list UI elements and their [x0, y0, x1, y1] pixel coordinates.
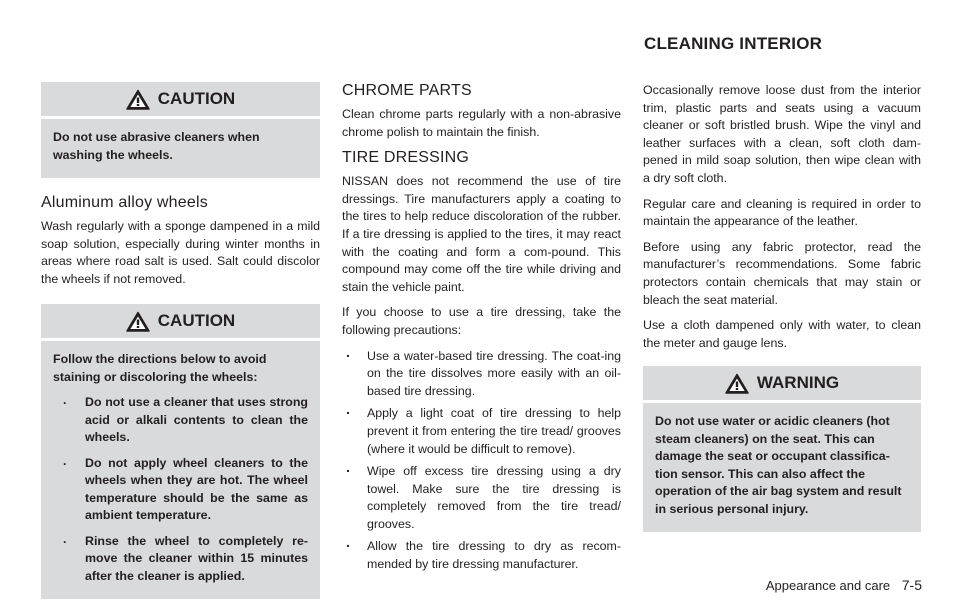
section-title: CLEANING INTERIOR [644, 34, 823, 53]
column-left [41, 82, 320, 615]
warning-triangle-icon [126, 311, 150, 332]
caution-list [53, 394, 308, 585]
warning-box [643, 366, 921, 532]
caution-list-item: . Do not apply wheel cleaners to the wheels when they are hot. The wheel temperature should be the same as ambient temperature. [53, 455, 308, 525]
caution-list-item: . Rinse the wheel to completely re-move the cleaner within 15 minutes after the cleaner is applied. [53, 533, 308, 586]
warning-header [643, 366, 921, 403]
column-right [643, 82, 921, 548]
aluminum-wheels-text: Wash regularly with a sponge dampened in a mild soap solution, especially during winter months in areas where road salt is used. Salt could discolor the wheels if not removed. [41, 219, 320, 286]
warning-text: Do not use water or acidic cleaners (hot steam cleaners) on the seat. This can damage the seat or occupant classifica-tion sensor. This can also affect the operation of the air bag system and result in serious personal injury. [655, 414, 902, 516]
caution-header [41, 82, 320, 119]
warning-triangle-icon [725, 373, 749, 394]
warning-triangle-icon [126, 89, 150, 110]
aluminum-wheels-heading: Aluminum alloy wheels [41, 194, 208, 211]
interior-paragraph-1: Occasionally remove loose dust from the interior trim, plastic parts and seats using a vacuum cleaner or soft bristled brush. Wipe the vinyl and leather surfaces with a clean, soft cloth dam-pened in mild soap solution, then wipe clean with a dry soft cloth. [643, 83, 921, 185]
list-item: . Apply a light coat of tire dressing to help prevent it from entering the tire tread/ grooves (where it would be difficult to remove). [342, 405, 621, 458]
chrome-parts-text: Clean chrome parts regularly with a non-abrasive chrome polish to maintain the finish. [342, 107, 621, 139]
list-item: . Wipe off excess tire dressing using a dry towel. Make sure the tire dressing is completely removed from the tire tread/ grooves. [342, 463, 621, 533]
tire-dressing-precautions-list [342, 348, 621, 574]
caution-label: CAUTION [157, 311, 236, 331]
interior-paragraph-4: Use a cloth dampened only with water, to clean the meter and gauge lens. [643, 318, 921, 350]
caution-box-abrasive [41, 82, 320, 178]
tire-dressing-heading: TIRE DRESSING [342, 149, 470, 167]
footer-section-name: Appearance and care [765, 578, 891, 593]
caution-header [41, 304, 320, 341]
caution-list-item: . Do not use a cleaner that uses strong acid or alkali contents to clean the wheels. [53, 394, 308, 447]
page-number: 7-5 [901, 577, 922, 593]
caution-text: Do not use abrasive cleaners when washing the wheels. [53, 130, 260, 162]
page-footer [766, 577, 922, 593]
warning-label: WARNING [756, 373, 840, 393]
list-item: . Allow the tire dressing to dry as recom-mended by tire dressing manufacturer. [342, 538, 621, 573]
caution-intro: Follow the directions below to avoid staining or discoloring the wheels: [53, 352, 267, 384]
caution-label: CAUTION [157, 89, 236, 108]
chrome-parts-heading: CHROME PARTS [342, 82, 472, 99]
caution-box-wheels [41, 304, 320, 599]
list-item: . Use a water-based tire dressing. The coat-ing on the tire dissolves more easily with an oil-based tire dressing. [342, 348, 621, 401]
tire-dressing-precautions-intro: If you choose to use a tire dressing, take the following precautions: [342, 305, 621, 337]
tire-dressing-text: NISSAN does not recommend the use of tire dressings. Tire manufacturers apply a coating to the tires to help reduce discoloration of the rubber. If a tire dressing is applied to the tires, it may react with the coating and form a com-pound. This compound may come off the tire while driving and stain the vehicle paint. [342, 174, 621, 294]
column-middle [342, 82, 621, 579]
interior-paragraph-3: Before using any fabric protector, read the manufacturer’s recommendations. Some fabric protectors contain chemicals that may stain or bleach the seat material. [643, 239, 921, 307]
interior-paragraph-2: Regular care and cleaning is required in order to maintain the appearance of the leather. [643, 196, 921, 229]
